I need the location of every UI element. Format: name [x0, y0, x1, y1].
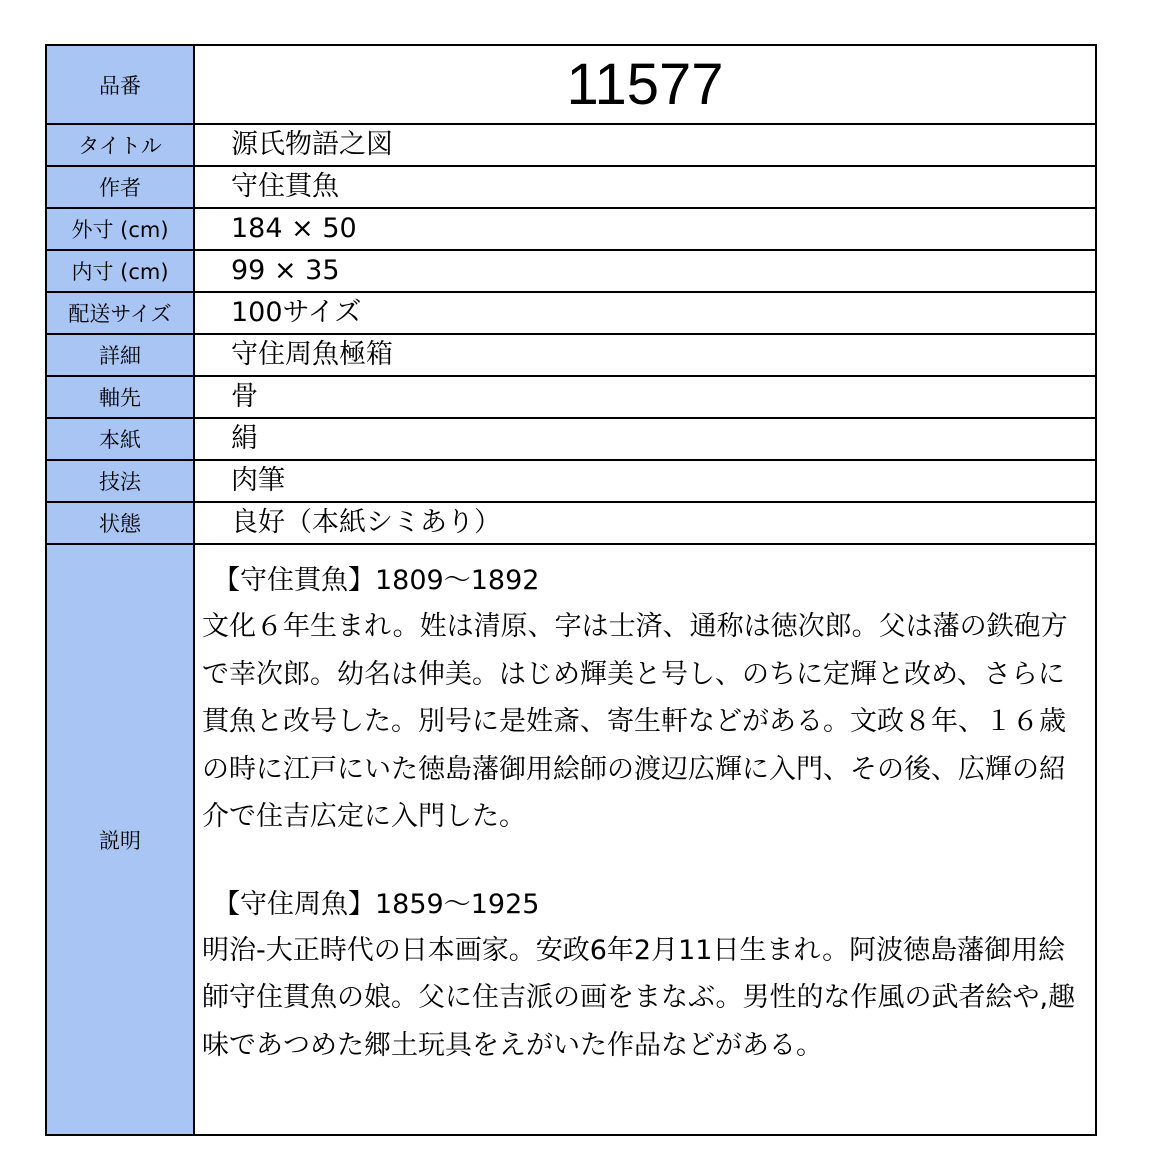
spec-label: 外寸 (cm) — [46, 208, 194, 250]
spec-label: タイトル — [46, 124, 194, 166]
spec-row-artist — [46, 166, 1096, 208]
condition-value: 良好（本紙シミあり） — [194, 502, 1096, 544]
spec-label: 作者 — [46, 166, 194, 208]
spec-row-base-material — [46, 418, 1096, 460]
spec-label: 状態 — [46, 502, 194, 544]
base-material-value: 絹 — [194, 418, 1096, 460]
description-spacer — [202, 841, 1085, 883]
spec-row-item-number — [46, 45, 1096, 124]
spec-row-technique — [46, 460, 1096, 502]
spec-label: 品番 — [46, 45, 194, 124]
spec-label: 本紙 — [46, 418, 194, 460]
spec-label: 軸先 — [46, 376, 194, 418]
spec-label: 技法 — [46, 460, 194, 502]
spec-row-roller-ends — [46, 376, 1096, 418]
outer-size-value: 184 × 50 — [194, 208, 1096, 250]
spec-row-condition — [46, 502, 1096, 544]
spec-row-details — [46, 334, 1096, 376]
technique-value: 肉筆 — [194, 460, 1096, 502]
spec-row-inner-size — [46, 250, 1096, 292]
spec-label: 内寸 (cm) — [46, 250, 194, 292]
description-heading: 【守住貫魚】1809〜1892 — [213, 565, 540, 596]
spec-label: 説明 — [46, 544, 194, 1135]
spec-row-shipping-size — [46, 292, 1096, 334]
spec-row-description — [46, 544, 1096, 1135]
details-value: 守住周魚極箱 — [194, 334, 1096, 376]
description-paragraph: 明治-大正時代の日本画家。安政6年2月11日生まれ。阿波徳島藩御用絵師守住貫魚の娘。父に住吉派の画をまなぶ。男性的な作風の武者絵や,趣味であつめた郷土玩具をえがいた作品などがある。 — [202, 934, 1076, 1061]
description-paragraph: 文化６年生まれ。姓は清原、字は士済、通称は徳次郎。父は藩の鉄砲方で幸次郎。幼名は伸美。はじめ輝美と号し、のちに定輝と改め、さらに貫魚と改号した。別号に是姓斎、寄生軒などがある。文政８年、１６歳の時に江戸にいた徳島藩御用絵師の渡辺広輝に入門、その後、広輝の紹介で住吉広定に入門した。 — [202, 611, 1068, 832]
description-heading: 【守住周魚】1859〜1925 — [213, 888, 540, 920]
description-value — [194, 544, 1096, 1135]
shipping-size-value: 100サイズ — [194, 292, 1096, 334]
artist-value: 守住貫魚 — [194, 166, 1096, 208]
inner-size-value: 99 × 35 — [194, 250, 1096, 292]
spec-row-title — [46, 124, 1096, 166]
roller-ends-value: 骨 — [194, 376, 1096, 418]
product-spec-table — [45, 44, 1097, 1136]
title-value: 源氏物語之図 — [194, 124, 1096, 166]
spec-row-outer-size — [46, 208, 1096, 250]
spec-label: 詳細 — [46, 334, 194, 376]
spec-label: 配送サイズ — [46, 292, 194, 334]
item-number-value: 11577 — [194, 45, 1096, 124]
